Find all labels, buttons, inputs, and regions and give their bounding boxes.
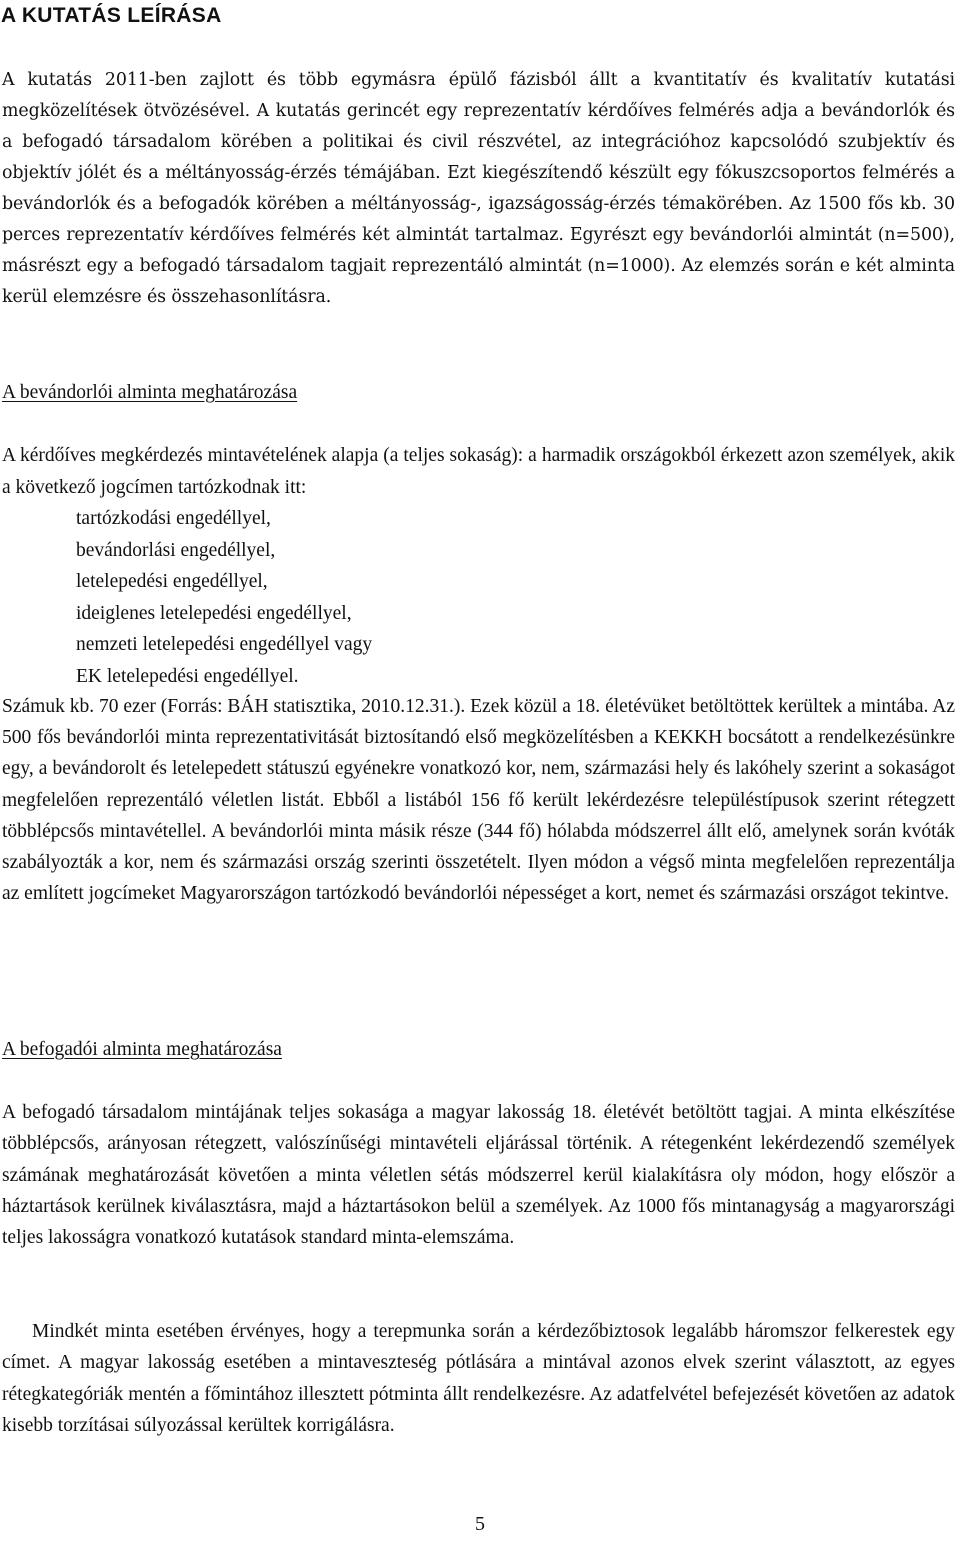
list-item: letelepedési engedéllyel,: [76, 571, 268, 592]
section-lead-paragraph: A kérdőíves megkérdezés mintavételének alapja (a teljes sokaság): a harmadik országokból érkezett azon személyek, akik a következő jogcímen tartózkodnak itt:: [2, 445, 955, 498]
page-number: 5: [475, 1513, 485, 1535]
list-item: EK letelepedési engedéllyel.: [76, 665, 299, 687]
host-sample-paragraph: A befogadó társadalom mintájának teljes sokasága a magyar lakosság 18. életévét betöltött tagjai. A minta elkészítése többlépcsős, arányosan rétegzett, valószínűségi mintavételi eljárással történik. A rétegenként lekérdezendő személyek számának meghatározását követően a minta véletlen sétás módszerrel kerül kialakításra oly módon, hogy először a háztartások kerülnek kiválasztásra, majd a háztartásokon belül a személyek. Az 1000 fős mintanagyság a magyarországi teljes lakosságra vonatkozó kutatások standard minta-elemszáma.: [2, 1102, 955, 1249]
list-item: nemzeti letelepedési engedéllyel vagy: [76, 634, 373, 655]
list-item: bevándorlási engedéllyel,: [76, 539, 276, 561]
list-item: tartózkodási engedéllyel,: [76, 508, 271, 529]
intro-paragraph: A kutatás 2011-ben zajlott és több egymásra épülő fázisból állt a kvantitatív és kvalitatív kutatási megközelítések ötvözésével. A kutatás gerincét egy reprezentatív kérdőíves felmérés adja a bevándorlók és a befogadó társadalom körében a politikai és civil részvétel, az integrációhoz kapcsolódó szubjektív és objektív jólét és a méltányosság-érzés témájában. Ezt kiegészítendő készült egy fókuszcsoportos felmérés a bevándorlók és a befogadók körében a méltányosság-, igazságosság-érzés témakörében. Az 1500 fős kb. 30 perces reprezentatív kérdőíves felmérés két almintát tartalmaz. Egyrészt egy bevándorlói almintát (n=500), másrészt egy a befogadó társadalom tagjait reprezentáló almintát (n=1000). Az elemzés során e két alminta kerül elemzésre és összehasonlításra.: [2, 70, 955, 307]
immigrant-sample-paragraph: Számuk kb. 70 ezer (Forrás: BÁH statisztika, 2010.12.31.). Ezek közül a 18. életévüket betöltöttek kerültek a mintába. Az 500 fős bevándorlói minta reprezentativitását biztosítandó első megközelítésben a KEKKH bocsátott a rendelkezésünkre egy, a bevándorolt és letelepedett státuszú egyénekre vonatkozó kor, nem, származási hely és lakóhely szerint a sokaságot megfelelően reprezentáló véletlen listát. Ebből a listából 156 fő került lekérdezésre településtípusok szerint rétegzett többlépcsős mintavétellel. A bevándorlói minta másik része (344 fő) hólabda módszerrel állt elő, amelynek során kvóták szabályozták a kor, nem és származási ország szerinti összetételt. Ilyen módon a végső minta megfelelően reprezentálja az említett jogcímeket Magyarországon tartózkodó bevándorlói népességet a kort, nemet és származási országot tekintve.: [2, 696, 955, 905]
section-heading-host-sample: A befogadói alminta meghatározása: [2, 1039, 282, 1060]
page-title: A KUTATÁS LEÍRÁSA: [1, 4, 222, 27]
section-heading-immigrant-sample: A bevándorlói alminta meghatározása: [2, 382, 298, 403]
permit-type-list: [76, 503, 372, 692]
list-item: ideiglenes letelepedési engedéllyel,: [76, 602, 352, 624]
closing-paragraph: Mindkét minta esetében érvényes, hogy a terepmunka során a kérdezőbiztosok legalább háromszor felkerestek egy címet. A magyar lakosság esetében a mintaveszteség pótlására a mintával azonos elvek szerint választott, az egyes rétegkategóriák mentén a főmintához illesztett pótminta állt rendelkezésre. Az adatfelvétel befejezését követően az adatok kisebb torzításai súlyozással kerültek korrigálásra.: [2, 1321, 955, 1436]
